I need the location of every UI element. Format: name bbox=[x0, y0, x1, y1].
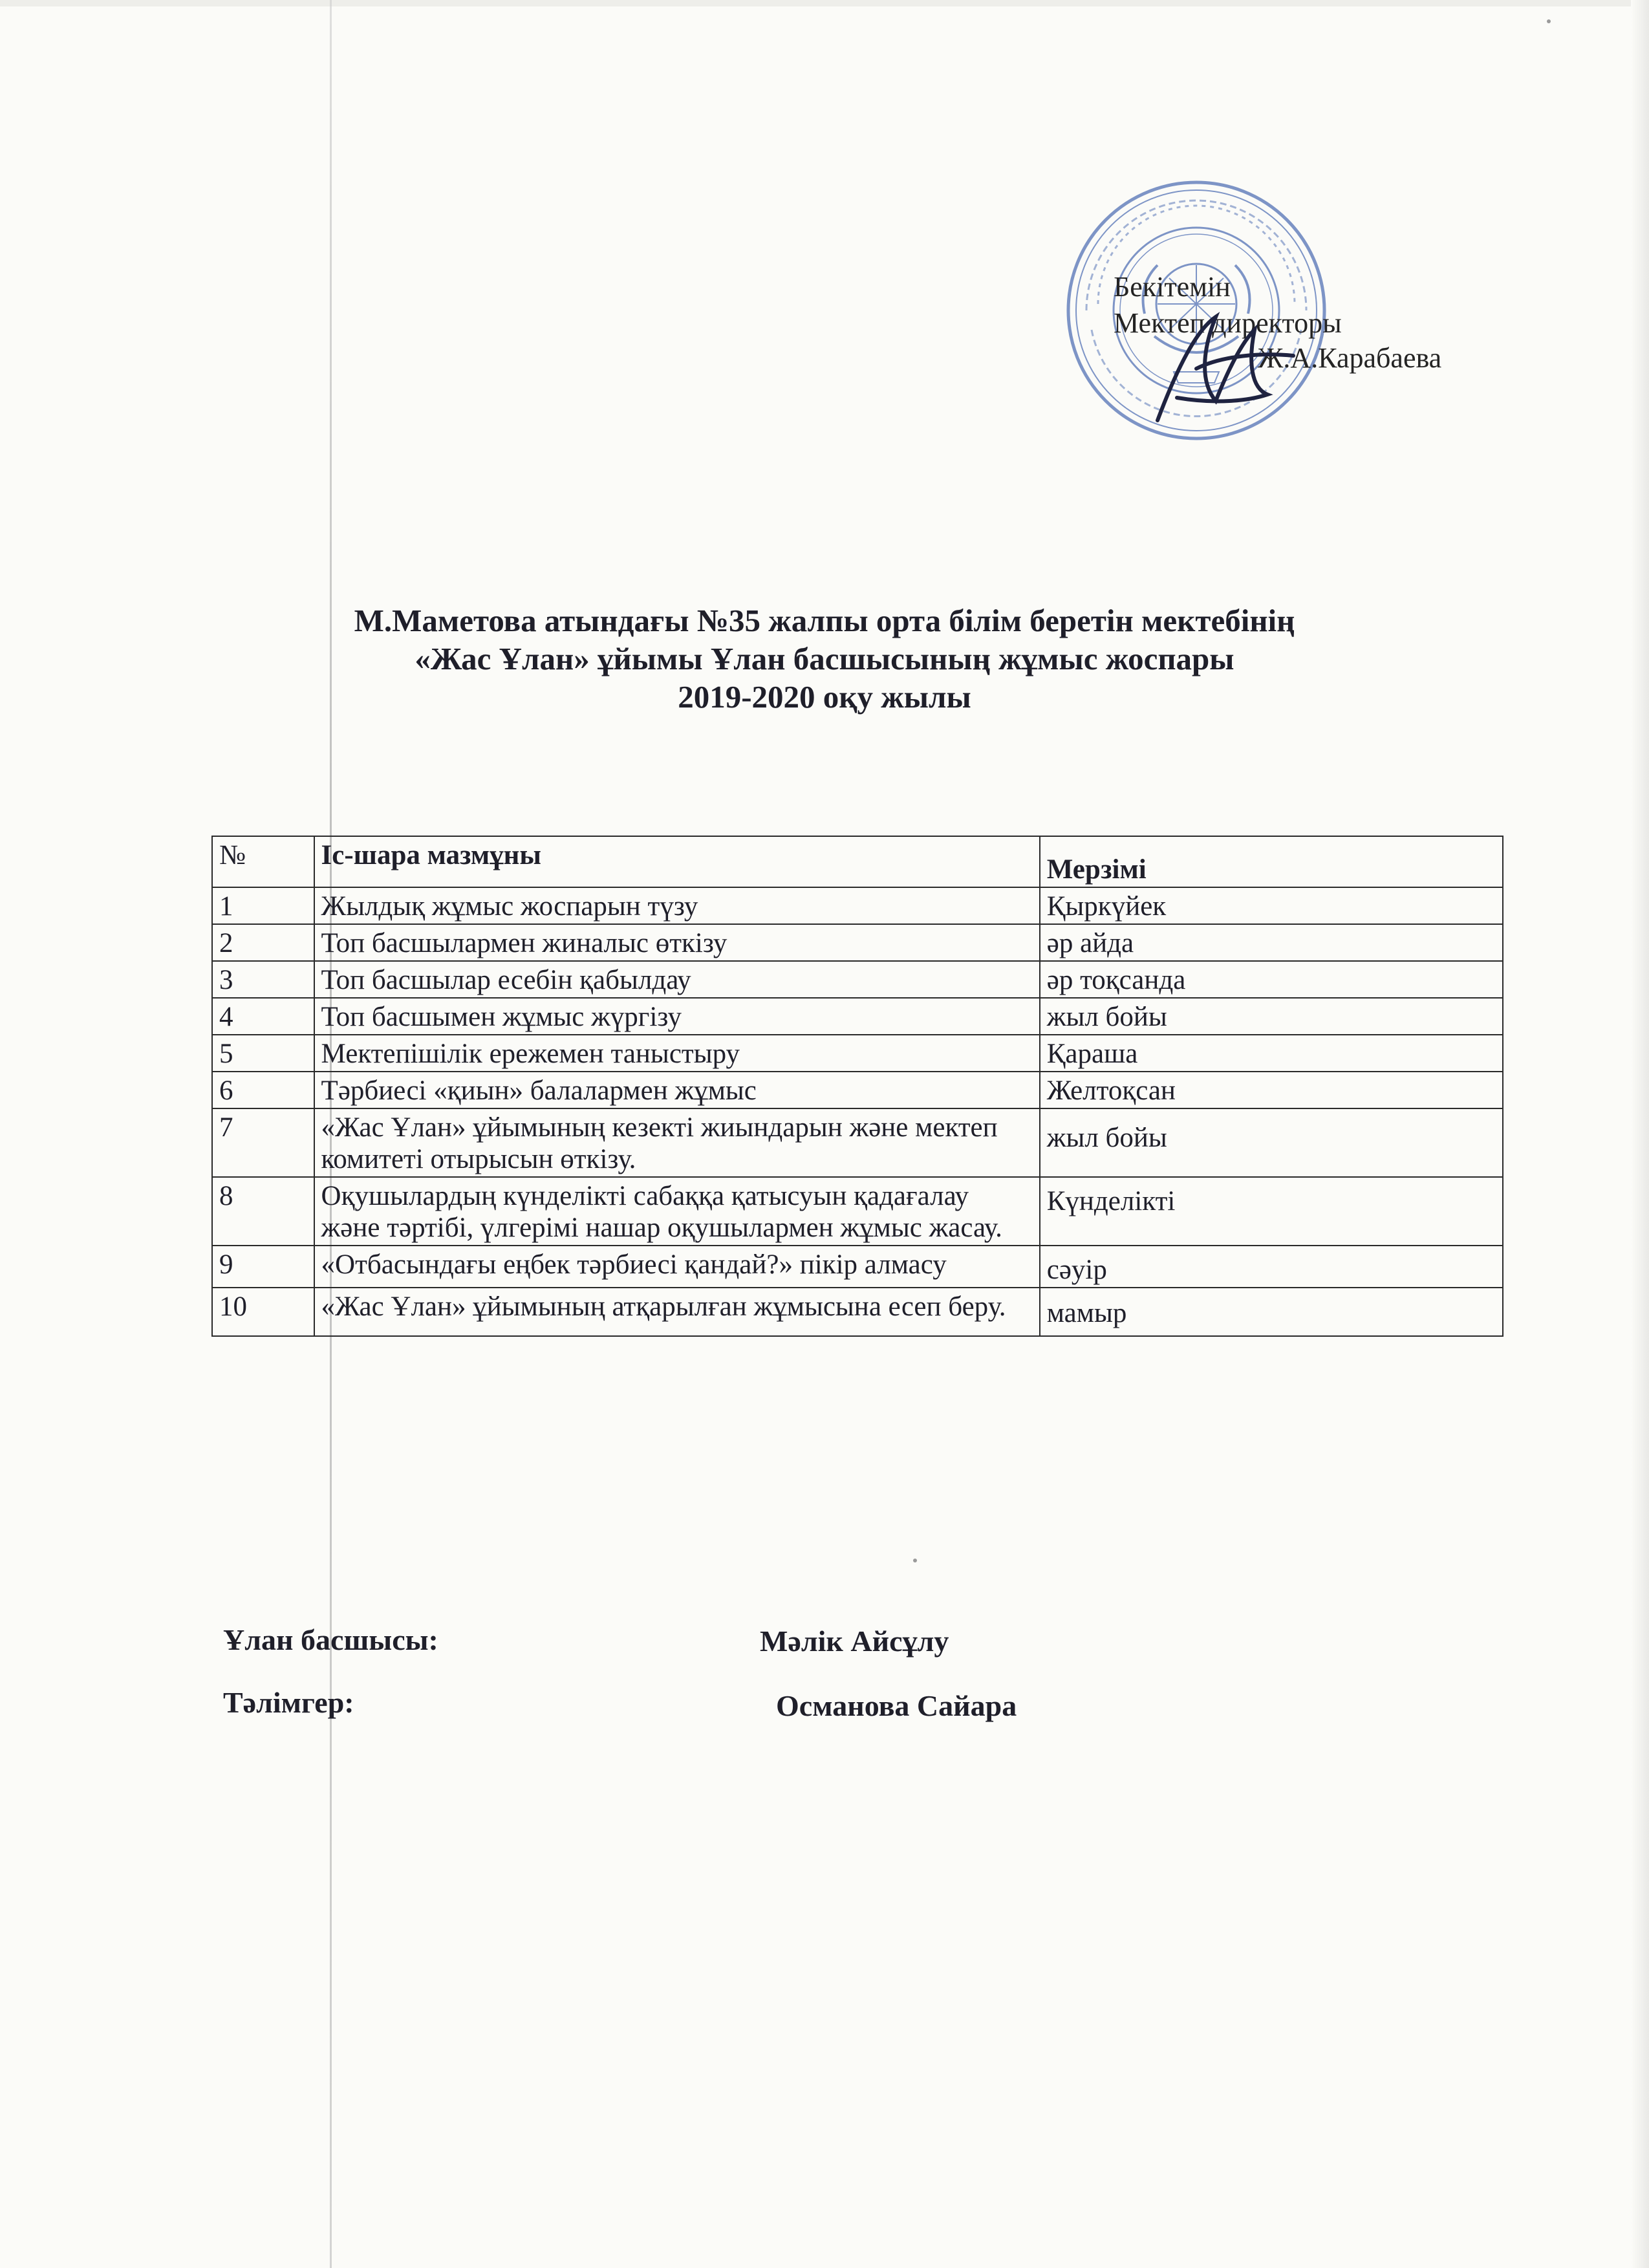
row-number: 1 bbox=[212, 887, 314, 924]
row-number: 8 bbox=[212, 1177, 314, 1246]
approval-director-name: Ж.А.Карабаева bbox=[1258, 342, 1442, 374]
row-term: Қараша bbox=[1040, 1035, 1503, 1072]
leader-label: Ұлан басшысы: bbox=[223, 1623, 438, 1656]
row-term: мамыр bbox=[1040, 1288, 1503, 1336]
page-top-edge bbox=[0, 0, 1649, 6]
row-number: 2 bbox=[212, 924, 314, 961]
row-activity: «Жас Ұлан» ұйымының кезекті жиындарын және мектеп комитеті отырысын өткізу. bbox=[314, 1108, 1040, 1177]
table-header-row bbox=[212, 836, 1503, 887]
row-activity: Топ басшылармен жиналыс өткізу bbox=[314, 924, 1040, 961]
row-activity: Топ басшылар есебін қабылдау bbox=[314, 961, 1040, 998]
row-term: әр тоқсанда bbox=[1040, 961, 1503, 998]
row-activity: Мектепішілік ережемен таныстыру bbox=[314, 1035, 1040, 1072]
header-term: Мерзімі bbox=[1040, 836, 1503, 887]
row-term: жыл бойы bbox=[1040, 998, 1503, 1035]
table-row bbox=[212, 1072, 1503, 1108]
row-activity: Тәрбиесі «қиын» балалармен жұмыс bbox=[314, 1072, 1040, 1108]
row-term: Қыркүйек bbox=[1040, 887, 1503, 924]
table-row bbox=[212, 1246, 1503, 1288]
header-activity: Іс-шара мазмұны bbox=[314, 836, 1040, 887]
row-number: 9 bbox=[212, 1246, 314, 1288]
row-number: 6 bbox=[212, 1072, 314, 1108]
table-row bbox=[212, 1177, 1503, 1246]
approval-line-1: Бекітемін bbox=[1114, 271, 1231, 303]
scan-speck bbox=[913, 1559, 917, 1562]
row-activity: Жылдық жұмыс жоспарын түзу bbox=[314, 887, 1040, 924]
row-term: Желтоқсан bbox=[1040, 1072, 1503, 1108]
row-activity: Топ басшымен жұмыс жүргізу bbox=[314, 998, 1040, 1035]
row-term: әр айда bbox=[1040, 924, 1503, 961]
row-number: 3 bbox=[212, 961, 314, 998]
row-activity: «Жас Ұлан» ұйымының атқарылған жұмысына есеп беру. bbox=[314, 1288, 1040, 1336]
title-line-3: 2019-2020 оқу жылы bbox=[678, 679, 971, 715]
table-row bbox=[212, 961, 1503, 998]
approval-block bbox=[1061, 175, 1513, 446]
page-right-edge bbox=[1631, 0, 1649, 2268]
table-row bbox=[212, 1288, 1503, 1336]
title-line-2: «Жас Ұлан» ұйымы Ұлан басшысының жұмыс жоспары bbox=[415, 641, 1234, 676]
work-plan-table bbox=[211, 836, 1503, 1337]
scan-speck bbox=[1547, 19, 1551, 23]
mentor-name: Османова Сайара bbox=[776, 1689, 1017, 1722]
title-line-1: М.Маметова атындағы №35 жалпы орта білім беретін мектебінің bbox=[354, 603, 1295, 638]
row-term: сәуір bbox=[1040, 1246, 1503, 1288]
signature-icon bbox=[1138, 291, 1306, 433]
row-number: 10 bbox=[212, 1288, 314, 1336]
header-number: № bbox=[212, 836, 314, 887]
row-term: Күнделікті bbox=[1040, 1177, 1503, 1246]
mentor-label: Тәлімгер: bbox=[223, 1686, 354, 1719]
row-activity: Оқушылардың күнделікті сабаққа қатысуын қадағалау және тәртібі, үлгерімі нашар оқушылармен жұмыс жасау. bbox=[314, 1177, 1040, 1246]
row-activity: «Отбасындағы еңбек тәрбиесі қандай?» пікір алмасу bbox=[314, 1246, 1040, 1288]
table-row bbox=[212, 1035, 1503, 1072]
table-row bbox=[212, 998, 1503, 1035]
document-title bbox=[194, 601, 1455, 716]
leader-name: Мәлік Айсұлу bbox=[760, 1625, 949, 1658]
table-row bbox=[212, 1108, 1503, 1177]
row-number: 4 bbox=[212, 998, 314, 1035]
approval-line-2: Мектеп директоры bbox=[1114, 307, 1342, 339]
row-number: 7 bbox=[212, 1108, 314, 1177]
row-number: 5 bbox=[212, 1035, 314, 1072]
table-row bbox=[212, 887, 1503, 924]
row-term: жыл бойы bbox=[1040, 1108, 1503, 1177]
table-row bbox=[212, 924, 1503, 961]
